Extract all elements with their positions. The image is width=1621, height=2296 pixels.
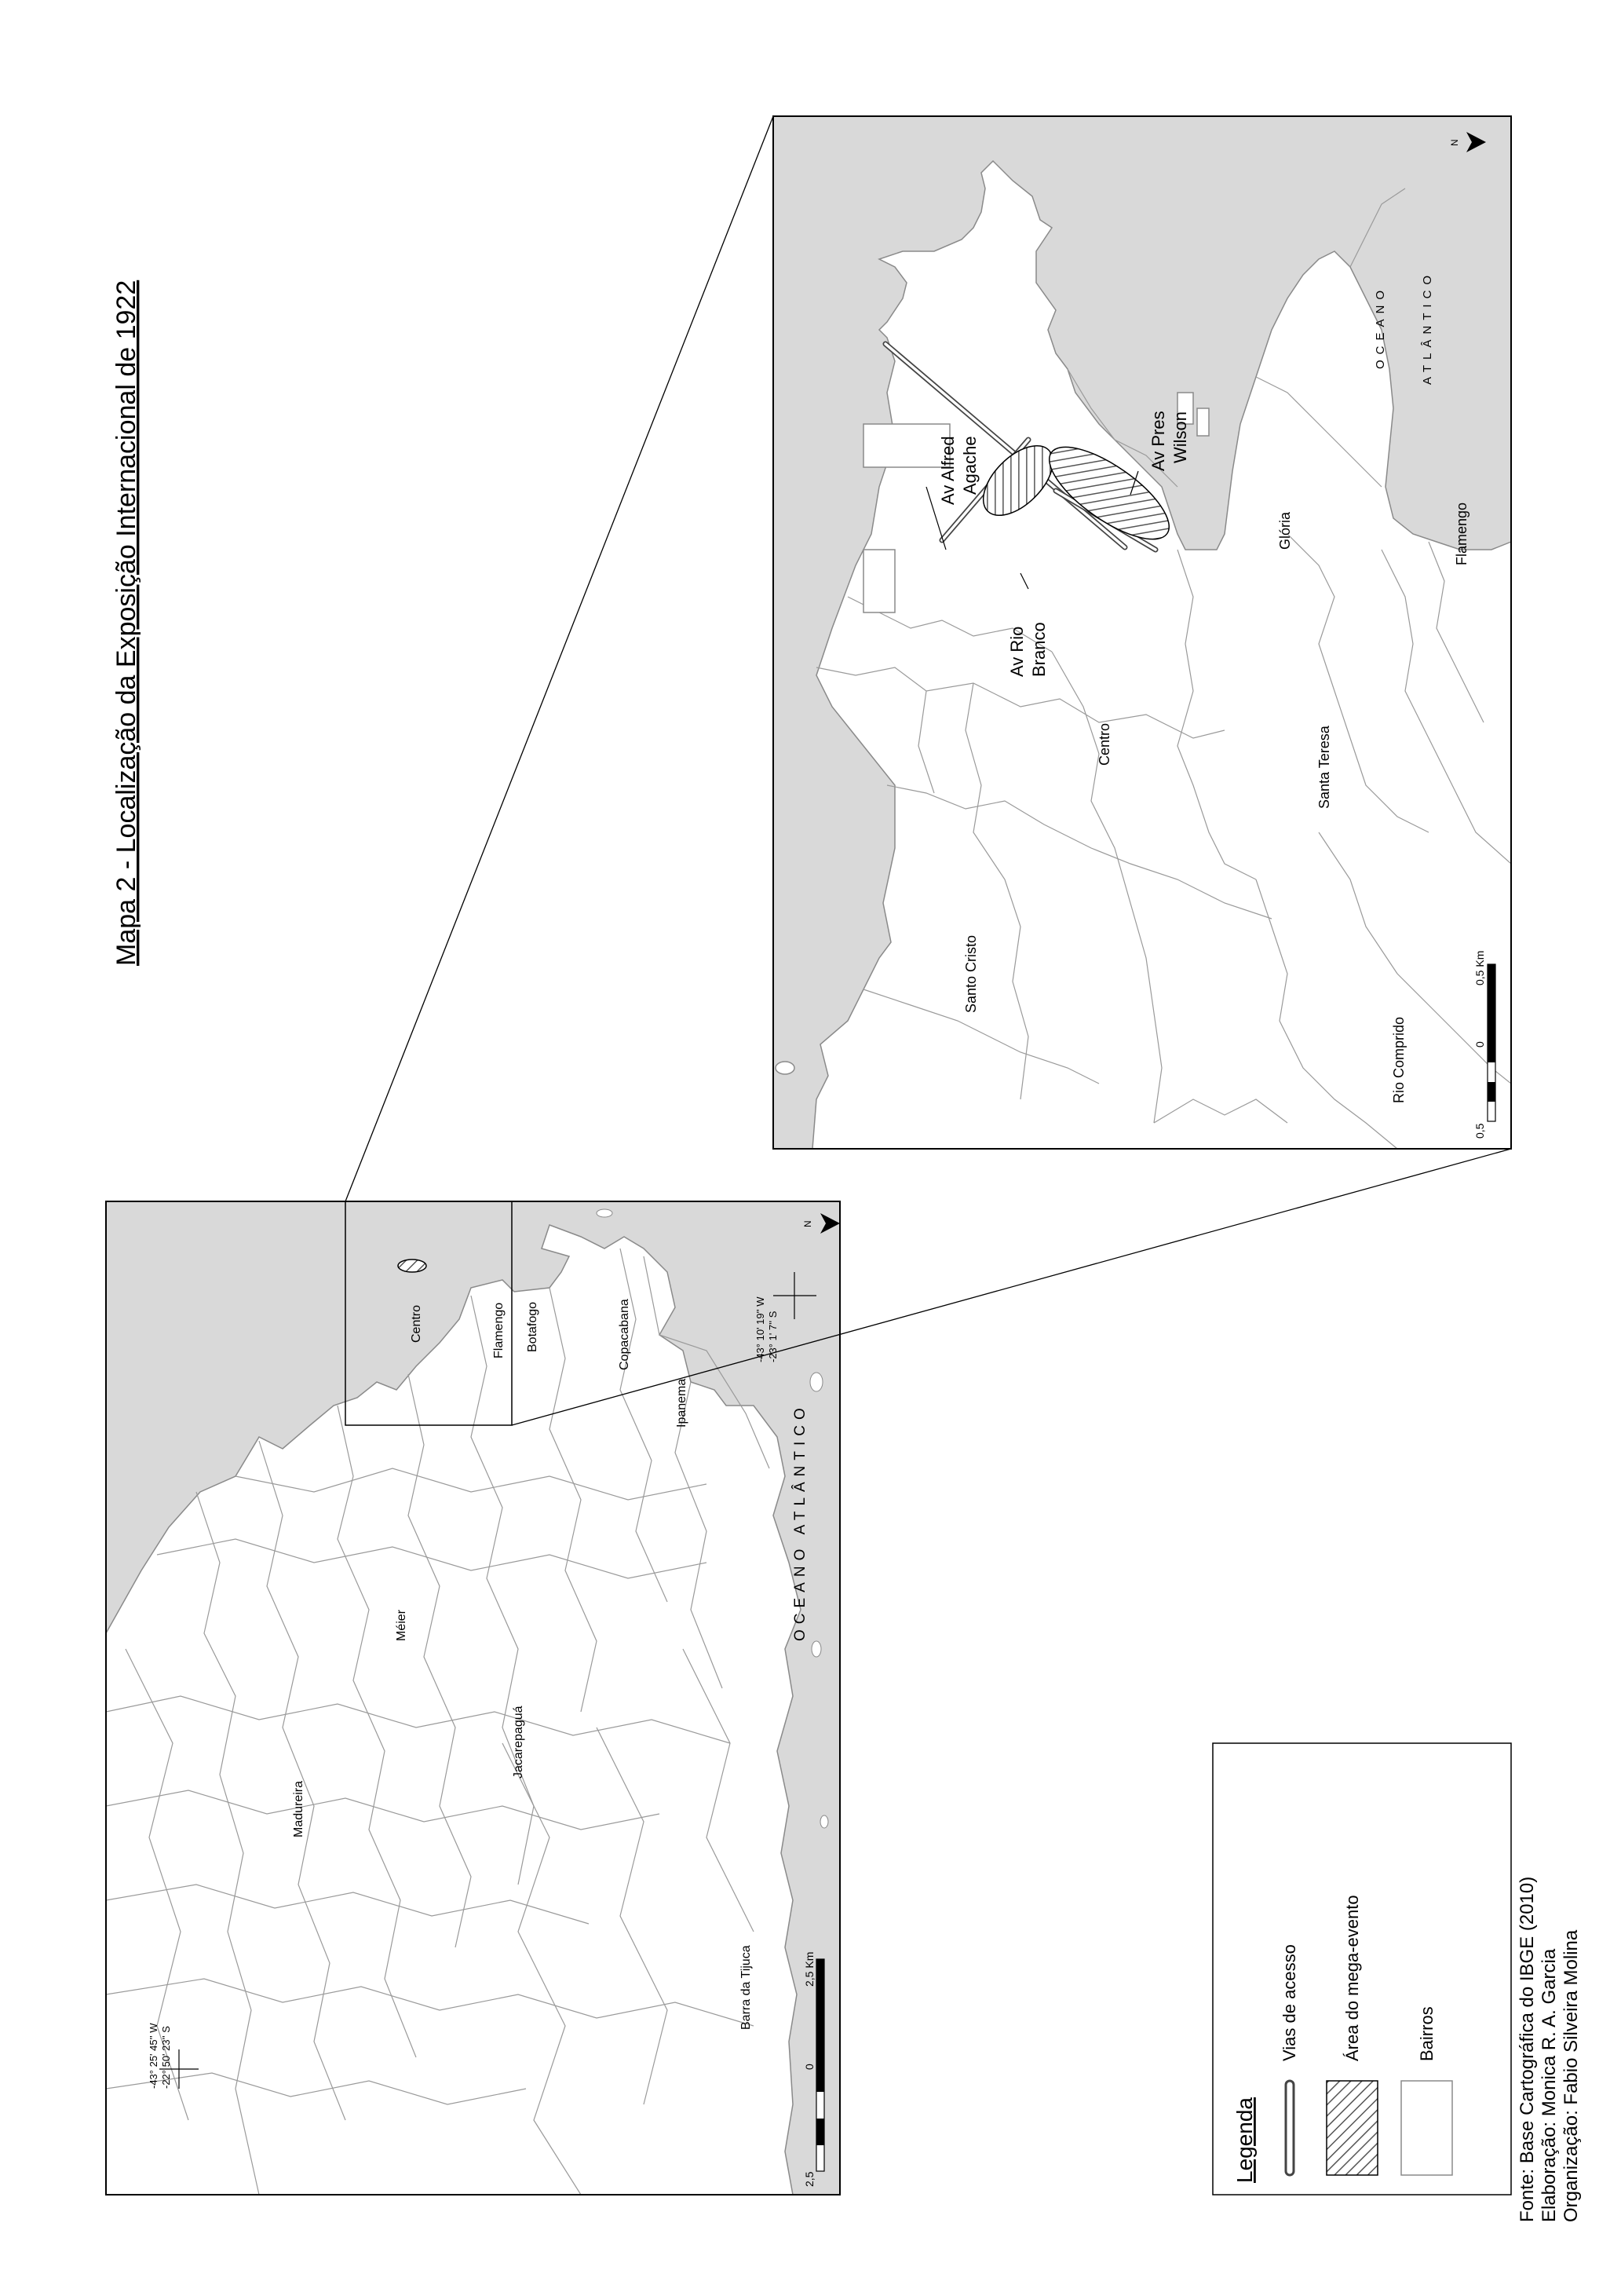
credits xyxy=(1517,1877,1582,2222)
inset-label-branco-2: Branco xyxy=(1029,622,1049,677)
legend-item-neighborhoods: Bairros xyxy=(1417,2006,1437,2061)
main-scale-left: 2,5 xyxy=(803,2171,816,2187)
svg-text:N: N xyxy=(802,1220,813,1227)
credit-source: Fonte: Base Cartográfica do IBGE (2010) xyxy=(1517,1876,1538,2222)
svg-text:N: N xyxy=(1449,139,1460,146)
inset-ocean-label-2: ATLÂNTICO xyxy=(1421,269,1434,385)
inset-label-branco-1: Av Rio xyxy=(1007,626,1027,677)
inset-scale-left: 0,5 xyxy=(1473,1123,1486,1139)
inset-label-centro: Centro xyxy=(1097,722,1112,766)
legend xyxy=(1213,1743,1511,2195)
main-coord-tl-lon: -43° 25' 45'' W xyxy=(148,2023,159,2089)
main-ocean-label: OCEANO ATLÂNTICO xyxy=(792,1402,809,1641)
inset-label-flamengo: Flamengo xyxy=(1454,502,1469,565)
inset-label-alfred-2: Agache xyxy=(960,436,980,495)
inset-map xyxy=(773,116,1511,1149)
credit-organization: Organização: Fabio Silveira Molina xyxy=(1561,1929,1582,2222)
inset-label-wilson-2: Wilson xyxy=(1170,411,1190,463)
main-coord-br-lat: -23° 1' 7'' S xyxy=(767,1311,779,1362)
inset-label-alfred-1: Av Alfred xyxy=(938,436,958,505)
main-label-flamengo: Flamengo xyxy=(492,1302,506,1358)
main-map xyxy=(106,1201,840,2195)
inset-label-rio-comprido: Rio Comprido xyxy=(1391,1016,1407,1103)
main-scale-right: 2,5 Km xyxy=(803,1951,816,1987)
legend-item-roads: Vias de acesso xyxy=(1280,1944,1299,2061)
main-label-meier: Méier xyxy=(395,1609,408,1641)
main-label-botafogo: Botafogo xyxy=(526,1301,539,1352)
main-coord-br-lon: -43° 10' 19'' W xyxy=(754,1296,766,1362)
legend-item-event-area: Área do mega-evento xyxy=(1342,1895,1362,2061)
main-label-barra: Barra da Tijuca xyxy=(739,1945,753,2030)
inset-label-wilson-1: Av Pres xyxy=(1148,411,1168,471)
inset-label-santa-teresa: Santa Teresa xyxy=(1316,726,1332,809)
inset-label-gloria: Glória xyxy=(1277,511,1293,550)
hatched-area-icon xyxy=(1327,2081,1378,2175)
main-label-centro: Centro xyxy=(410,1304,423,1343)
main-coord-tl-lat: -22° 50' 23'' S xyxy=(160,2026,172,2089)
main-label-copacabana: Copacabana xyxy=(618,1299,631,1370)
neighborhood-box-icon xyxy=(1401,2081,1452,2175)
road-line-icon xyxy=(1286,2081,1294,2175)
map-title: Mapa 2 - Localização da Exposição Internacional de 1922 xyxy=(111,280,141,966)
main-label-ipanema: Ipanema xyxy=(675,1378,688,1428)
main-label-jacarepagua: Jacarepaguá xyxy=(512,1706,525,1779)
main-scale-middle: 0 xyxy=(803,2064,816,2070)
inset-label-santo-cristo: Santo Cristo xyxy=(963,934,979,1013)
main-label-madureira: Madureira xyxy=(292,1780,305,1837)
connector-line-top xyxy=(345,116,773,1201)
inset-scale-right: 0,5 Km xyxy=(1473,950,1486,985)
main-map-event-marker xyxy=(398,1260,426,1272)
credit-elaboration: Elaboração: Monica R. A. Garcia xyxy=(1539,1948,1560,2222)
legend-title: Legenda xyxy=(1232,2097,1257,2183)
inset-ocean-label-1: OCEANO xyxy=(1374,284,1387,369)
inset-scale-middle: 0 xyxy=(1473,1041,1486,1047)
